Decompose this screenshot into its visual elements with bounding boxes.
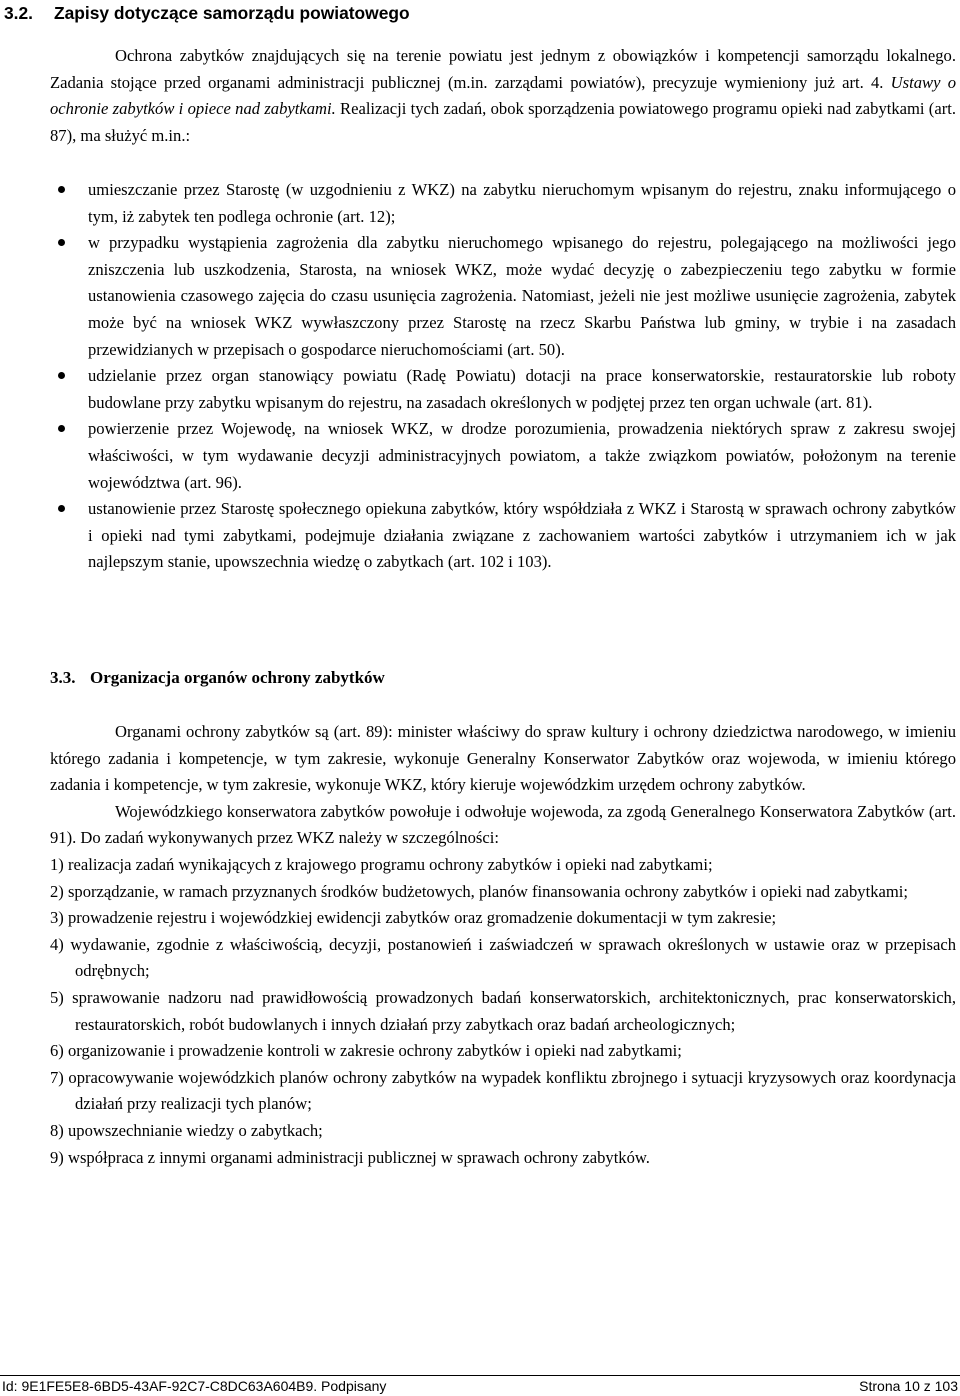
list-item: 3) prowadzenie rejestru i wojewódzkiej ewidencji zabytków oraz gromadzenie dokumentacji w tym zakresie; bbox=[50, 908, 777, 928]
bullet-icon bbox=[58, 372, 65, 379]
bullet-icon bbox=[58, 186, 65, 193]
section-number: 3.2. bbox=[4, 3, 34, 23]
intro-text-b: Realizacji tych zadań, obok sporządzenia powiatowego programu opieki nad zabytkami (art. 87), ma służyć m.in.: bbox=[50, 99, 956, 145]
organs-paragraph-2: Wojewódzkiego konserwatora zabytków powołuje i odwołuje wojewoda, za zgodą Generalnego Konserwatora Zabytków (art. 91). Do zadań wykonywanych przez WKZ należy w szczególności: bbox=[50, 801, 956, 848]
tasks-list bbox=[50, 852, 956, 1171]
footer-divider bbox=[0, 1375, 960, 1376]
section-heading-3-3 bbox=[50, 665, 385, 691]
bullet-list bbox=[50, 177, 956, 576]
section-heading-3-2 bbox=[4, 0, 410, 26]
bullet-icon bbox=[58, 505, 65, 512]
section-number: 3.3. bbox=[50, 668, 76, 687]
organs-paragraph-1: Organami ochrony zabytków są (art. 89): minister właściwy do spraw kultury i ochrony dziedzictwa narodowego, w imieniu którego zadania i kompetencje, w tym zakresie, wykonuje Generalny Konserwator Zabytków oraz wojewoda, w imieniu którego zadania i kompetencje, w tym zakresie, wykonuje WKZ, który kieruje wojewódzkim urzędem ochrony zabytków. bbox=[50, 722, 956, 795]
list-item: w przypadku wystąpienia zagrożenia dla zabytku nieruchomego wpisanego do rejestru, polegającego na możliwości jego zniszczenia lub uszkodzenia, Starosta, na wniosek WKZ, może wydać decyzję o zabezpieczeniu tego zabytku w formie ustanowienia czasowego zajęcia do czasu usunięcia zagrożenia. Natomiast, jeżeli nie jest możliwe usunięcie zagrożenia, zabytek może być na wniosek WKZ wywłaszczony przez Starostę na rzecz Skarbu Państwa lub gminy, w trybie i na zasadach przewidzianych w przepisach o gospodarce nieruchomościami (art. 50). bbox=[50, 230, 956, 363]
footer-document-id: Id: 9E1FE5E8-6BD5-43AF-92C7-C8DC63A604B9. Podpisany bbox=[2, 1378, 387, 1394]
section-title: Organizacja organów ochrony zabytków bbox=[90, 668, 385, 687]
list-item: udzielanie przez organ stanowiący powiatu (Radę Powiatu) dotacji na prace konserwatorskie, restauratorskie lub roboty budowlane przy zabytku wpisanym do rejestru, na zasadach określonych w podjętej przez ten organ uchwale (art. 81). bbox=[50, 363, 956, 416]
list-item: ustanowienie przez Starostę społecznego opiekuna zabytków, który współdziała z WKZ i Starostą w sprawach ochrony zabytków i opieki nad tymi zabytkami, podejmuje działania związane z zachowaniem wartości zabytków i utrzymaniem ich w jak najlepszym stanie, upowszechnia wiedzę o zabytkach (art. 102 i 103). bbox=[50, 496, 956, 576]
intro-italic-title: Ustawy o ochronie zabytków i opiece nad zabytkami. bbox=[50, 72, 956, 119]
intro-paragraph bbox=[50, 43, 956, 149]
bullet-icon bbox=[58, 425, 65, 432]
list-item: powierzenie przez Wojewodę, na wniosek WKZ, w drodze porozumienia, prowadzenia niektórych spraw z zakresu swojej właściwości, w tym wydawanie decyzji administracyjnych powiatom, a także związkom powiatów, położonym na terenie województwa (art. 96). bbox=[50, 416, 956, 496]
list-item: 6) organizowanie i prowadzenie kontroli w zakresie ochrony zabytków i opieki nad zabytkami; bbox=[50, 1041, 682, 1061]
section-title: Zapisy dotyczące samorządu powiatowego bbox=[54, 3, 410, 23]
list-item: 8) upowszechnianie wiedzy o zabytkach; bbox=[50, 1120, 323, 1140]
list-item: 1) realizacja zadań wynikających z krajowego programu ochrony zabytków i opieki nad zabytkami; bbox=[50, 854, 713, 874]
list-item: umieszczanie przez Starostę (w uzgodnieniu z WKZ) na zabytku nieruchomym wpisanym do rejestru, znaku informującego o tym, iż zabytek ten podlega ochronie (art. 12); bbox=[50, 177, 956, 230]
bullet-icon bbox=[58, 239, 65, 246]
organs-section bbox=[50, 719, 956, 1171]
list-item: 5) sprawowanie nadzoru nad prawidłowością prowadzonych badań konserwatorskich, architektonicznych, prac konserwatorskich, restauratorskich, robót budowlanych i innych działań przy zabytkach oraz badań archeologicznych; bbox=[50, 987, 956, 1034]
list-item: 9) współpraca z innymi organami administracji publicznej w sprawach ochrony zabytków. bbox=[50, 1147, 650, 1167]
list-item: 2) sporządzanie, w ramach przyznanych środków budżetowych, planów finansowania ochrony zabytków i opieki nad zabytkami; bbox=[50, 881, 908, 901]
footer-page-number: Strona 10 z 103 bbox=[859, 1378, 958, 1394]
list-item: 7) opracowywanie wojewódzkich planów ochrony zabytków na wypadek konfliktu zbrojnego i sytuacji kryzysowych oraz koordynacja działań przy realizacji tych planów; bbox=[50, 1067, 956, 1114]
intro-text-a: Ochrona zabytków znajdujących się na terenie powiatu jest jednym z obowiązków i kompetencji samorządu lokalnego. Zadania stojące przed organami administracji publicznej (m.in. zarządami powiatów), precyzuje wymieniony już art. 4. bbox=[50, 46, 956, 92]
list-item: 4) wydawanie, zgodnie z właściwością, decyzji, postanowień i zaświadczeń w sprawach określonych w ustawie oraz w przepisach odrębnych; bbox=[50, 934, 956, 981]
